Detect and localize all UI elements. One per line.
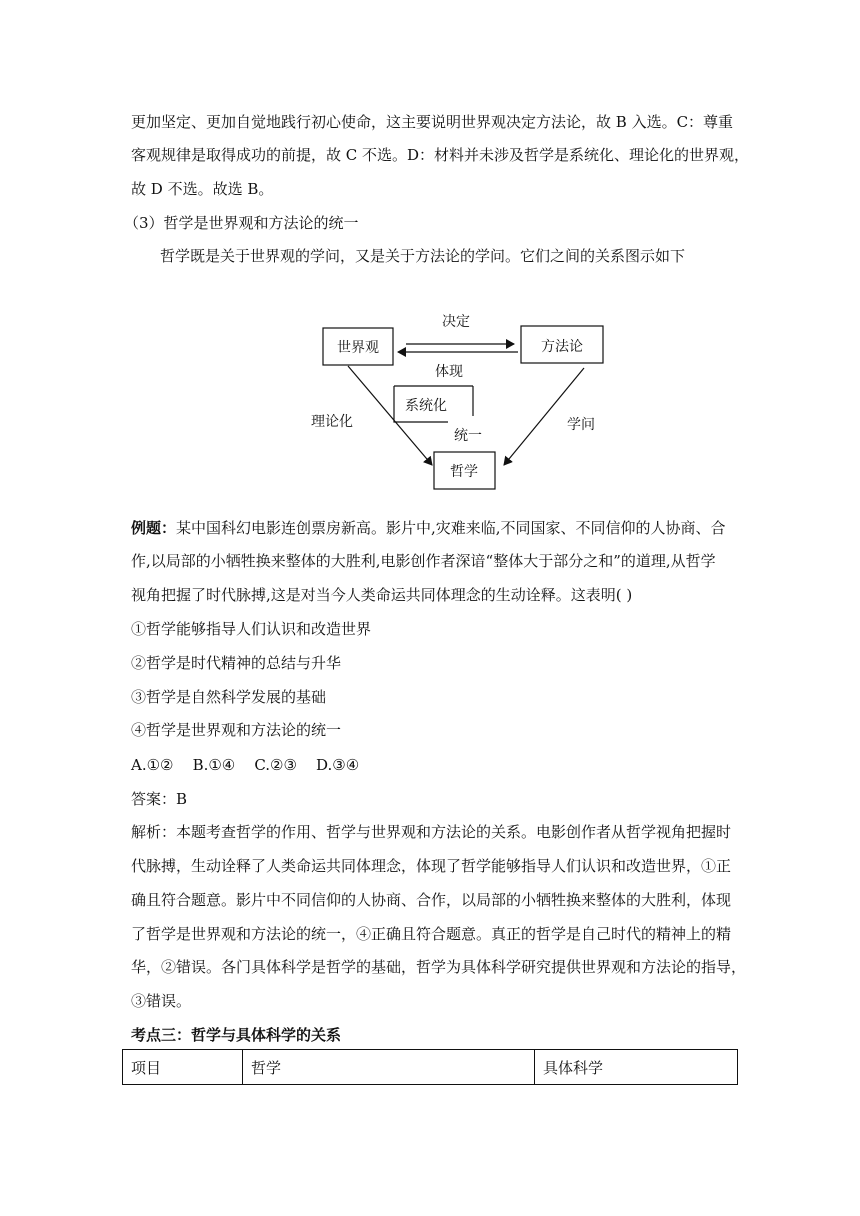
option-4: ④哲学是世界观和方法论的统一 <box>131 721 342 739</box>
theorize-label: 理论化 <box>311 414 353 430</box>
section-3-heading: （3）哲学是世界观和方法论的统一 <box>124 214 359 232</box>
option-3: ③哲学是自然科学发展的基础 <box>131 688 327 706</box>
methodology-label: 方法论 <box>541 339 583 355</box>
analysis-line-6: ③错误。 <box>131 992 192 1010</box>
intro-line-3: 故 D 不选。故选 B。 <box>131 180 274 198</box>
embodies-label: 体现 <box>435 364 463 380</box>
theorize-arrow <box>348 366 432 465</box>
option-1: ①哲学能够指导人们认识和改造世界 <box>131 620 372 638</box>
worldview-label: 世界观 <box>337 340 379 356</box>
table-header-specific-science: 具体科学 <box>535 1050 738 1085</box>
unity-label: 统一 <box>454 428 482 444</box>
answer-choices: A.①② B.①④ C.②③ D.③④ <box>131 756 360 774</box>
intro-line-2: 客观规律是取得成功的前提，故 C 不选。D：材料并未涉及哲学是系统化、理论化的世界观， <box>131 146 750 164</box>
philosophy-label: 哲学 <box>450 464 478 480</box>
analysis-line-3: 确且符合题意。影片中不同信仰的人协商、合作，以局部的小牺牲换来整体的大胜利，体现 <box>131 891 732 909</box>
analysis-line-4: 了哲学是世界观和方法论的统一，④正确且符合题意。真正的哲学是自己时代的精神上的精 <box>131 925 732 943</box>
table-header-item: 项目 <box>123 1050 243 1085</box>
example-line-1 <box>131 518 731 538</box>
point-3-heading: 考点三：哲学与具体科学的关系 <box>131 1026 342 1044</box>
analysis-line-2: 代脉搏，生动诠释了人类命运共同体理念，体现了哲学能够指导人们认识和改造世界，①正 <box>131 857 732 875</box>
example-line-3: 视角把握了时代脉搏,这是对当今人类命运共同体理念的生动诠释。这表明( ) <box>131 586 633 604</box>
decides-label: 决定 <box>442 314 470 330</box>
relationship-diagram <box>0 0 860 520</box>
answer: 答案：B <box>131 790 188 808</box>
study-label: 学问 <box>567 417 595 433</box>
analysis-line-1: 解析：本题考查哲学的作用、哲学与世界观和方法论的关系。电影创作者从哲学视角把握时 <box>131 823 732 841</box>
comparison-table <box>122 1049 738 1085</box>
option-2: ②哲学是时代精神的总结与升华 <box>131 654 342 672</box>
systematic-label: 系统化 <box>405 398 447 414</box>
analysis-line-5: 华，②错误。各门具体科学是哲学的基础，哲学为具体科学研究提供世界观和方法论的指导， <box>131 958 747 976</box>
example-text-1: 某中国科幻电影连创票房新高。影片中,灾难来临,不同国家、不同信仰的人协商、合 <box>176 519 726 537</box>
table-header-philosophy: 哲学 <box>243 1050 535 1085</box>
intro-line-1: 更加坚定、更加自觉地践行初心使命，这主要说明世界观决定方法论，故 B 入选。C：尊重 <box>131 113 734 131</box>
section-3-description: 哲学既是关于世界观的学问，又是关于方法论的学问。它们之间的关系图示如下 <box>160 247 686 265</box>
example-label: 例题： <box>131 519 177 537</box>
example-line-2: 作,以局部的小牺牲换来整体的大胜利,电影创作者深谙“整体大于部分之和”的道理,从哲学 <box>131 552 716 570</box>
table-row <box>123 1050 738 1085</box>
